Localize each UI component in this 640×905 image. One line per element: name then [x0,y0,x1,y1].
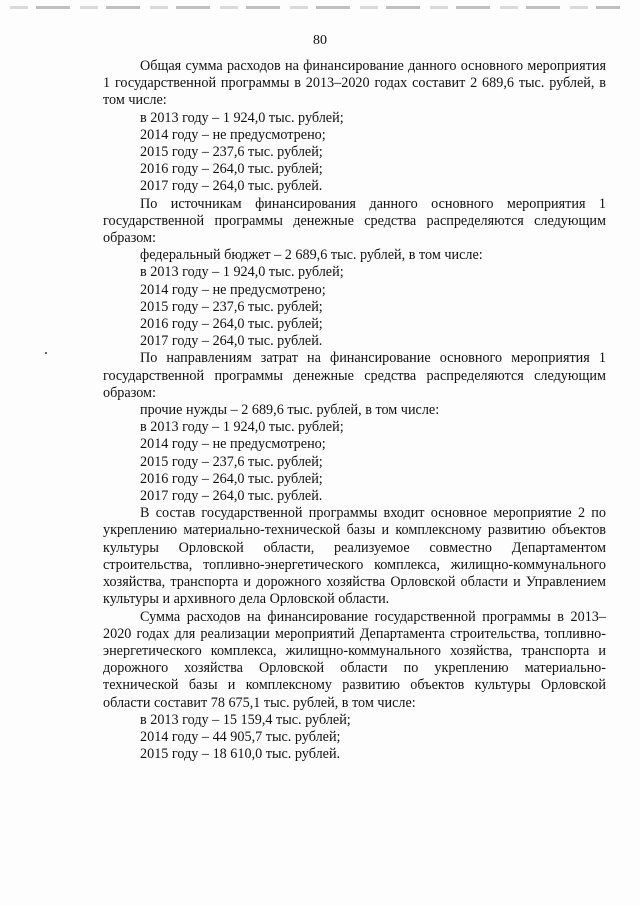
paragraph-funding-sources: По источникам финансирования данного основного мероприятия 1 государственной программы денежные средства распределяются следующим образом: [103,195,606,247]
list-item: 2015 году – 18 610,0 тыс. рублей. [140,746,341,763]
list-item: 2016 году – 264,0 тыс. рублей; [140,316,323,333]
scan-edge-artifact [10,6,620,9]
list-item: в 2013 году – 1 924,0 тыс. рублей; [140,109,344,126]
list-item: 2016 году – 264,0 тыс. рублей; [140,161,323,178]
list-item: 2017 году – 264,0 тыс. рублей. [140,333,323,350]
document-body [103,58,606,763]
list-item: 2016 году – 264,0 тыс. рублей; [140,470,323,487]
list-item: 2014 году – не предусмотрено; [140,281,326,298]
list-item: 2014 году – 44 905,7 тыс. рублей; [140,728,341,745]
list-item: 2017 году – 264,0 тыс. рублей. [140,178,323,195]
list-item: в 2013 году – 1 924,0 тыс. рублей; [140,419,344,436]
list-item: прочие нужды – 2 689,6 тыс. рублей, в том числе: [140,402,440,419]
list-item: 2014 году – не предусмотрено; [140,126,326,143]
paragraph-total-expenses: Общая сумма расходов на финансирование данного основного мероприятия 1 государственной программы в 2013–2020 годах составит 2 689,6 тыс. рублей, в том числе: [103,58,606,109]
list-item: 2014 году – не предусмотрено; [140,436,326,453]
list-item: в 2013 году – 15 159,4 тыс. рублей; [140,711,351,728]
list-item: 2015 году – 237,6 тыс. рублей; [140,144,323,161]
paragraph-cost-directions: По направлениям затрат на финансирование основного мероприятия 1 государственной программы денежные средства распределяются следующим образом: [103,350,606,401]
page-number: 80 [313,33,327,48]
scan-speck [45,352,47,354]
list-item: 2017 году – 264,0 тыс. рублей. [140,488,323,505]
paragraph-program-expenses: Сумма расходов на финансирование государственной программы в 2013–2020 годах для реализации мероприятий Департамента строительства, топливно-энергетического комплекса, жилищно-коммунального хозяйства, транспорта и дорожного хозяйства Орловской области по укреплению материально-технической базы и комплексному развитию объектов культуры Орловской области составит 78 675,1 тыс. рублей, в том числе: [103,608,606,711]
list-item: федеральный бюджет – 2 689,6 тыс. рублей, в том числе: [140,247,483,264]
list-item: 2015 году – 237,6 тыс. рублей; [140,298,323,315]
list-item: 2015 году – 237,6 тыс. рублей; [140,453,323,470]
list-item: в 2013 году – 1 924,0 тыс. рублей; [140,264,344,281]
paragraph-main-activity-2: В состав государственной программы входит основное мероприятие 2 по укреплению материально-технической базы и комплексному развитию объектов культуры Орловской области, реализуемое совместно Департаментом строительства, топливно-энергетического комплекса, жилищно-коммунального хозяйства, транспорта и дорожного хозяйства Орловской области и Управлением культуры и архивного дела Орловской области. [103,505,606,608]
